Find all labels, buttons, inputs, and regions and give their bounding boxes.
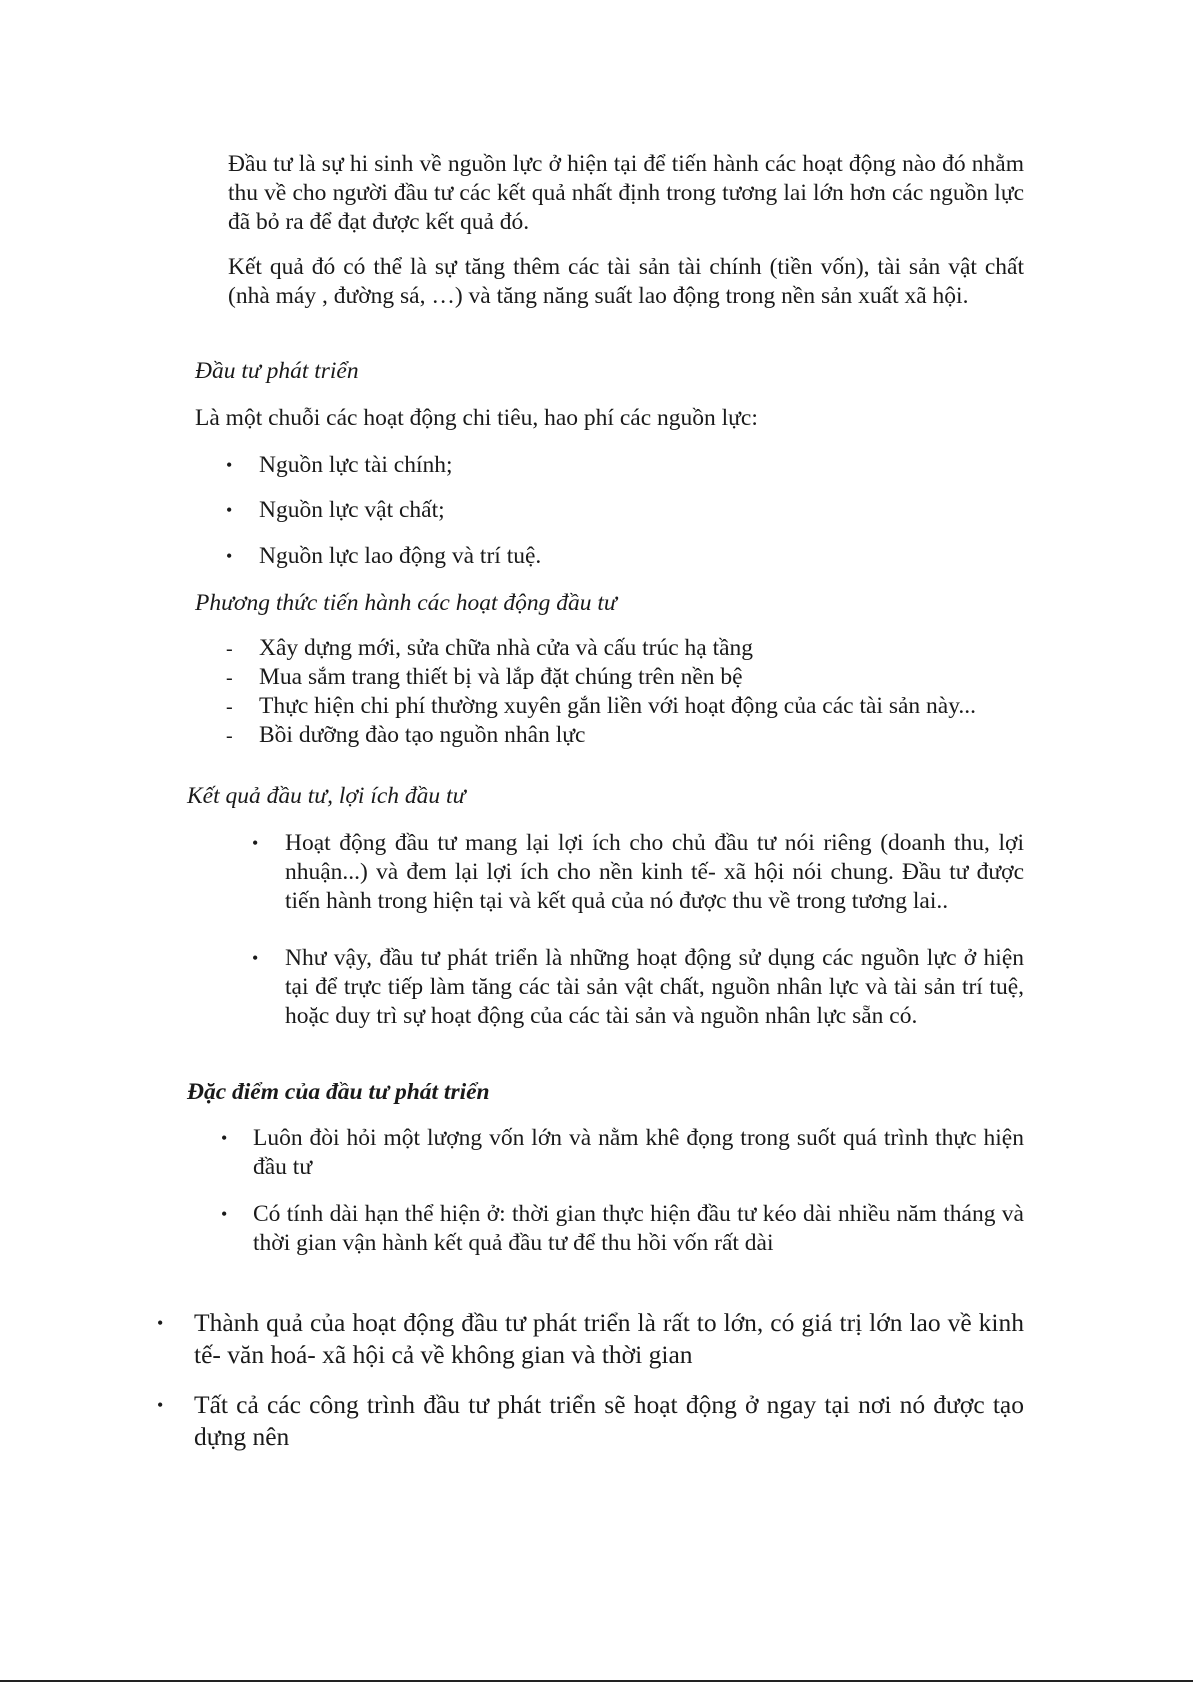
heading-investment-results: Kết quả đầu tư, lợi ích đầu tư bbox=[187, 783, 466, 809]
development-lead-text: Là một chuỗi các hoạt động chi tiêu, hao phí các nguồn lực: bbox=[195, 405, 758, 431]
bullet-icon: • bbox=[157, 1313, 164, 1333]
bullet-icon: • bbox=[252, 948, 259, 968]
list-item: • Tất cả các công trình đầu tư phát triển sẽ hoạt động ở ngay tại nơi nó được tạo dựng nên bbox=[157, 1390, 1024, 1451]
list-item: • Như vậy, đầu tư phát triển là những hoạt động sử dụng các nguồn lực ở hiện tại để trực tiếp làm tăng các tài sản vật chất, nguồn nhân lực và tài sản trí tuệ, hoặc duy trì sự hoạt động của các tài sản và nguồn nhân lực sẵn có. bbox=[252, 945, 1024, 1029]
dash-icon: - bbox=[226, 696, 233, 718]
intro-paragraph-2: Kết quả đó có thể là sự tăng thêm các tài sản tài chính (tiền vốn), tài sản vật chất (nhà máy , đường sá, …) và tăng năng suất lao động trong nền sản xuất xã hội. bbox=[228, 254, 1024, 309]
bullet-icon: • bbox=[226, 546, 233, 566]
list-item: • Có tính dài hạn thể hiện ở: thời gian thực hiện đầu tư kéo dài nhiều năm tháng và thời gian vận hành kết quả đầu tư để thu hồi vốn rất dài bbox=[221, 1201, 1024, 1256]
list-item: • Nguồn lực vật chất; bbox=[226, 497, 445, 523]
bullet-icon: • bbox=[157, 1395, 164, 1415]
dash-icon: - bbox=[226, 667, 233, 689]
list-item: • Nguồn lực tài chính; bbox=[226, 452, 453, 478]
page-bottom-rule bbox=[0, 1680, 1193, 1682]
list-item: • Thành quả của hoạt động đầu tư phát triển là rất to lớn, có giá trị lớn lao về kinh tế- văn hoá- xã hội cả về không gian và thời gian bbox=[157, 1308, 1024, 1369]
bullet-icon: • bbox=[252, 833, 259, 853]
list-item: • Hoạt động đầu tư mang lại lợi ích cho chủ đầu tư nói riêng (doanh thu, lợi nhuận...) và đem lại lợi ích cho nền kinh tế- xã hội nói chung. Đầu tư được tiến hành trong hiện tại và kết quả của nó được thu về trong tương lai.. bbox=[252, 830, 1024, 914]
bullet-icon: • bbox=[221, 1128, 228, 1148]
intro-paragraph-1: Đầu tư là sự hi sinh về nguồn lực ở hiện tại để tiến hành các hoạt động nào đó nhằm thu về cho người đầu tư các kết quả nhất định trong tương lai lớn hơn các nguồn lực đã bỏ ra để đạt được kết quả đó. bbox=[228, 151, 1024, 235]
dash-icon: - bbox=[226, 638, 233, 660]
heading-development-features: Đặc điểm của đầu tư phát triển bbox=[187, 1079, 490, 1105]
heading-development-investment: Đầu tư phát triển bbox=[195, 358, 359, 384]
bullet-icon: • bbox=[226, 500, 233, 520]
heading-investment-methods: Phương thức tiến hành các hoạt động đầu tư bbox=[195, 590, 617, 616]
bullet-icon: • bbox=[226, 455, 233, 475]
list-item: - Thực hiện chi phí thường xuyên gắn liền với hoạt động của các tài sản này... bbox=[226, 692, 976, 721]
list-item: • Nguồn lực lao động và trí tuệ. bbox=[226, 543, 542, 569]
bullet-icon: • bbox=[221, 1204, 228, 1224]
list-item: - Xây dựng mới, sửa chữa nhà cửa và cấu trúc hạ tầng bbox=[226, 634, 753, 663]
dash-icon: - bbox=[226, 725, 233, 747]
list-item: - Mua sắm trang thiết bị và lắp đặt chúng trên nền bệ bbox=[226, 663, 743, 692]
list-item: • Luôn đòi hỏi một lượng vốn lớn và nằm khê đọng trong suốt quá trình thực hiện đầu tư bbox=[221, 1125, 1024, 1180]
list-item: - Bồi dưỡng đào tạo nguồn nhân lực bbox=[226, 721, 585, 750]
